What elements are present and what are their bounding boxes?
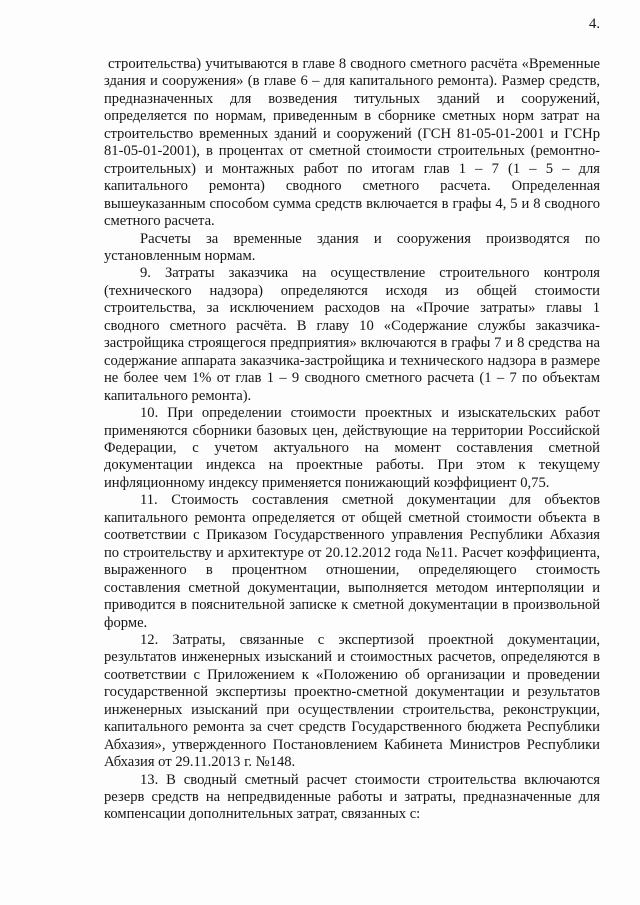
paragraph-9-customer-costs: 9. Затраты заказчика на осуществление строительного контроля (технического надзора) определяются исходя из общей стоимости строительства, за исключением расходов на «Прочие затраты» главы 1 сводного сметного расчёта. В главу 10 «Содержание службы заказчика-застройщика строящегося предприятия» включаются в графы 7 и 8 средства на содержание аппарата заказчика-застройщика и технического надзора в размере не более чем 1% от глав 1 – 9 сводного сметного расчета (1 – 7 по объектам капитального ремонта). (104, 265, 600, 404)
paragraph-13-contingency-reserve: 13. В сводный сметный расчет стоимости строительства включаются резерв средств на непредвиденные работы и затраты, предназначенные для компенсации дополнительных затрат, связанных с: (104, 771, 600, 823)
paragraph-11-estimate-cost: 11. Стоимость составления сметной документации для объектов капитального ремонта определяется от общей сметной стоимости объекта в соответствии с Приказом Государственного управления Республики Абхазия по строительству и архитектуре от 20.12.2012 года №11. Расчет коэффициента, выраженного в процентном отношении, определяющего стоимость составления сметной документации, выполняется методом интерполяции и приводится в пояснительной записке к сметной документации в произвольной форме. (104, 492, 600, 631)
paragraph-temporary-buildings: строительства) учитываются в главе 8 сводного сметного расчёта «Временные здания и сооружения» (в главе 6 – для капитального ремонта). Размер средств, предназначенных для возведения титульных зданий и сооружений, определяется по нормам, приведенным в сборнике сметных норм затрат на строительство временных зданий и сооружений (ГСН 81-05-01-2001 и ГСНр 81-05-01-2001), в процентах от сметной стоимости строительных (ремонтно-строительных) и монтажных работ по итогам глав 1 – 7 (1 – 5 – для капитального ремонта) сводного сметного расчета. Определенная вышеуказанным способом сумма средств включается в графы 4, 5 и 8 сводного сметного расчета. (104, 56, 600, 230)
paragraph-temporary-settlements: Расчеты за временные здания и сооружения производятся по установленным нормам. (104, 230, 600, 264)
paragraph-10-design-works: 10. При определении стоимости проектных и изыскательских работ применяются сборники базовых цен, действующие на территории Российской Федерации, с учетом актуального на момент составления сметной документации индекса на проектные работы. При этом к текущему инфляционному индексу применяется понижающий коэффициент 0,75. (104, 405, 600, 491)
paragraph-12-expertise-costs: 12. Затраты, связанные с экспертизой проектной документации, результатов инженерных изысканий и стоимостных расчетов, определяются в соответствии с Приложением к «Положению об организации и проведении государственной экспертизы проектно-сметной документации и результатов инженерных изысканий при осуществлении строительства, реконструкции, капитального ремонта за счет средств Государственного бюджета Республики Абхазия», утвержденного Постановлением Кабинета Министров Республики Абхазия от 29.11.2013 г. №148. (104, 631, 600, 771)
page-number: 4. (589, 16, 600, 32)
